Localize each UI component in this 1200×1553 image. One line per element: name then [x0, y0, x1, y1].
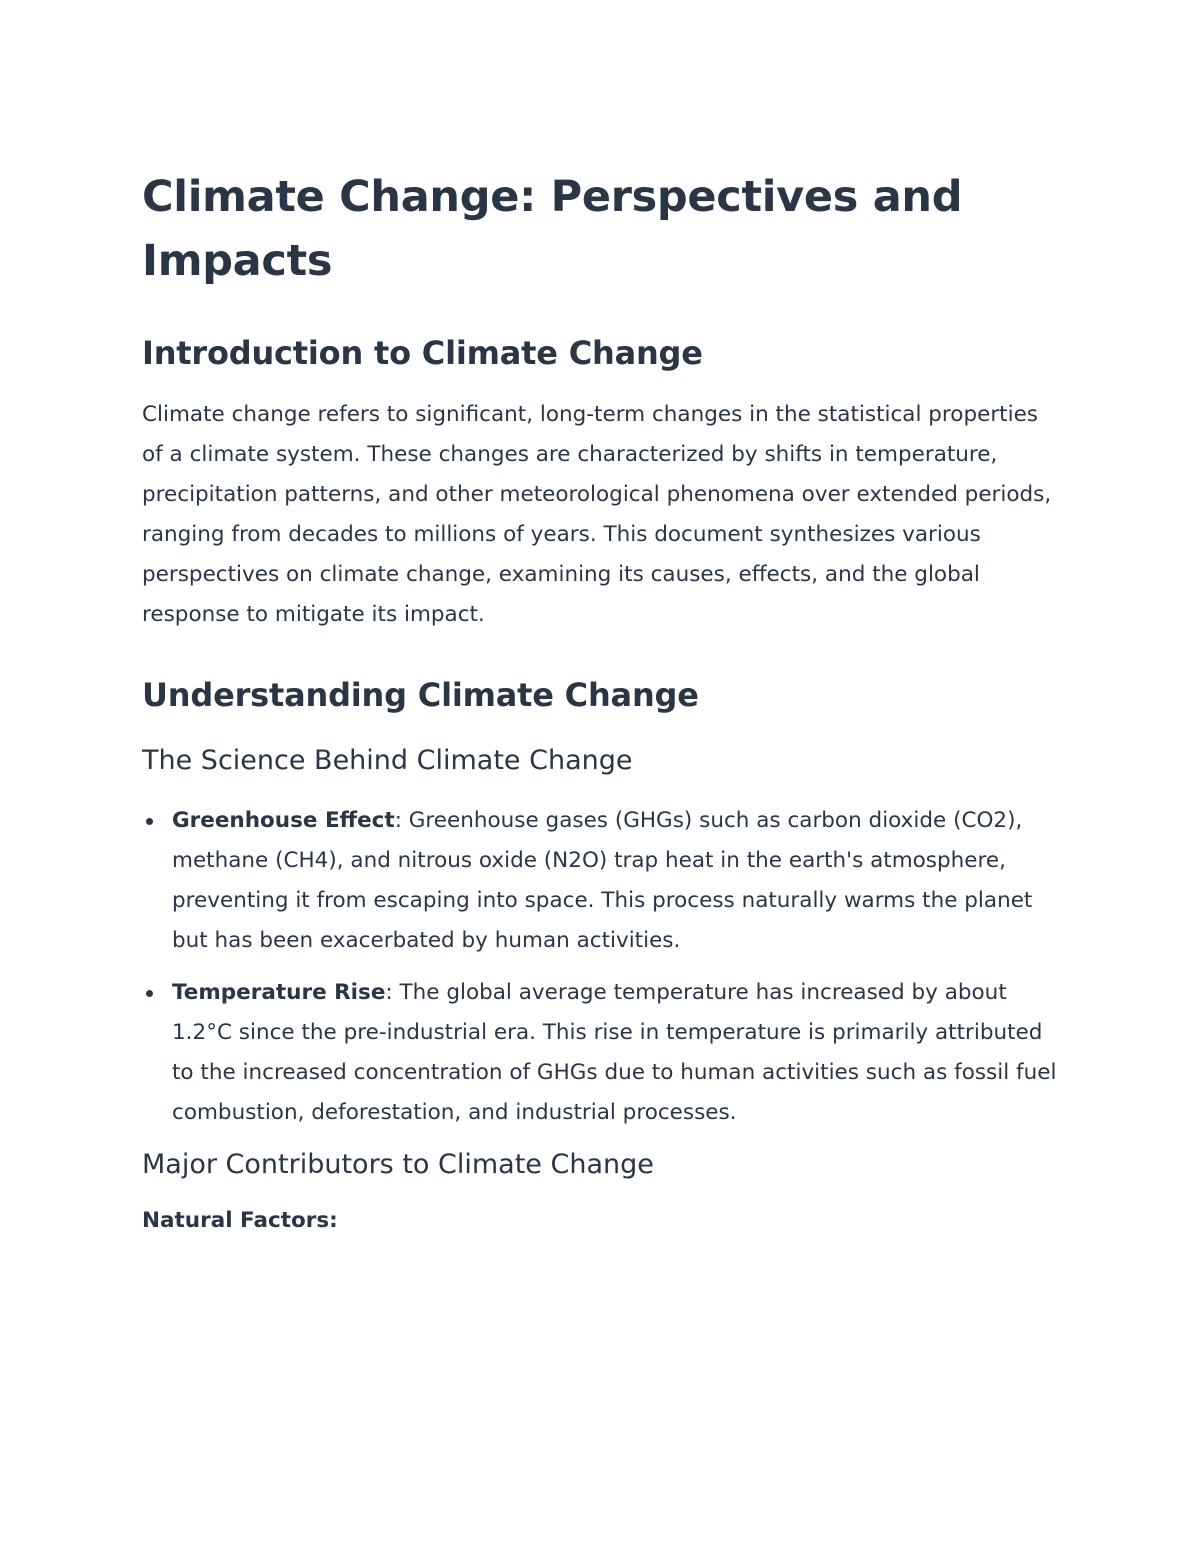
natural-factors-label: Natural Factors:	[142, 1208, 338, 1233]
section-heading-introduction: Introduction to Climate Change	[142, 334, 703, 372]
science-bullet-list	[142, 801, 1060, 1133]
list-item-text: : The global average temperature has increased by about 1.2°C since the pre-industrial era. This rise in temperature is primarily attributed to the increased concentration of GHGs due to human activities such as fossil fuel combustion, deforestation, and industrial processes.	[172, 980, 1057, 1125]
list-item-text: : Greenhouse gases (GHGs) such as carbon dioxide (CO2), methane (CH4), and nitrous oxide (N2O) trap heat in the earth's atmosphere, preventing it from escaping into space. This process naturally warms the planet but has been exacerbated by human activities.	[172, 808, 1033, 953]
list-item-term: Temperature Rise	[172, 980, 386, 1005]
list-item	[142, 973, 1060, 1133]
document-title: Climate Change: Perspectives and Impacts	[142, 172, 963, 286]
bullet-dot-icon	[146, 990, 153, 997]
list-item-term: Greenhouse Effect	[172, 808, 395, 833]
section-heading-understanding: Understanding Climate Change	[142, 676, 699, 714]
bullet-dot-icon	[146, 818, 153, 825]
subsection-heading-science: The Science Behind Climate Change	[142, 745, 633, 776]
list-item	[142, 801, 1060, 961]
introduction-paragraph: Climate change refers to significant, long-term changes in the statistical properties of a climate system. These changes are characterized by shifts in temperature, precipitation patterns, and other meteorological phenomena over extended periods, ranging from decades to millions of years. This document synthesizes various perspectives on climate change, examining its causes, effects, and the global response to mitigate its impact.	[142, 402, 1052, 627]
subsection-heading-contributors: Major Contributors to Climate Change	[142, 1149, 654, 1180]
